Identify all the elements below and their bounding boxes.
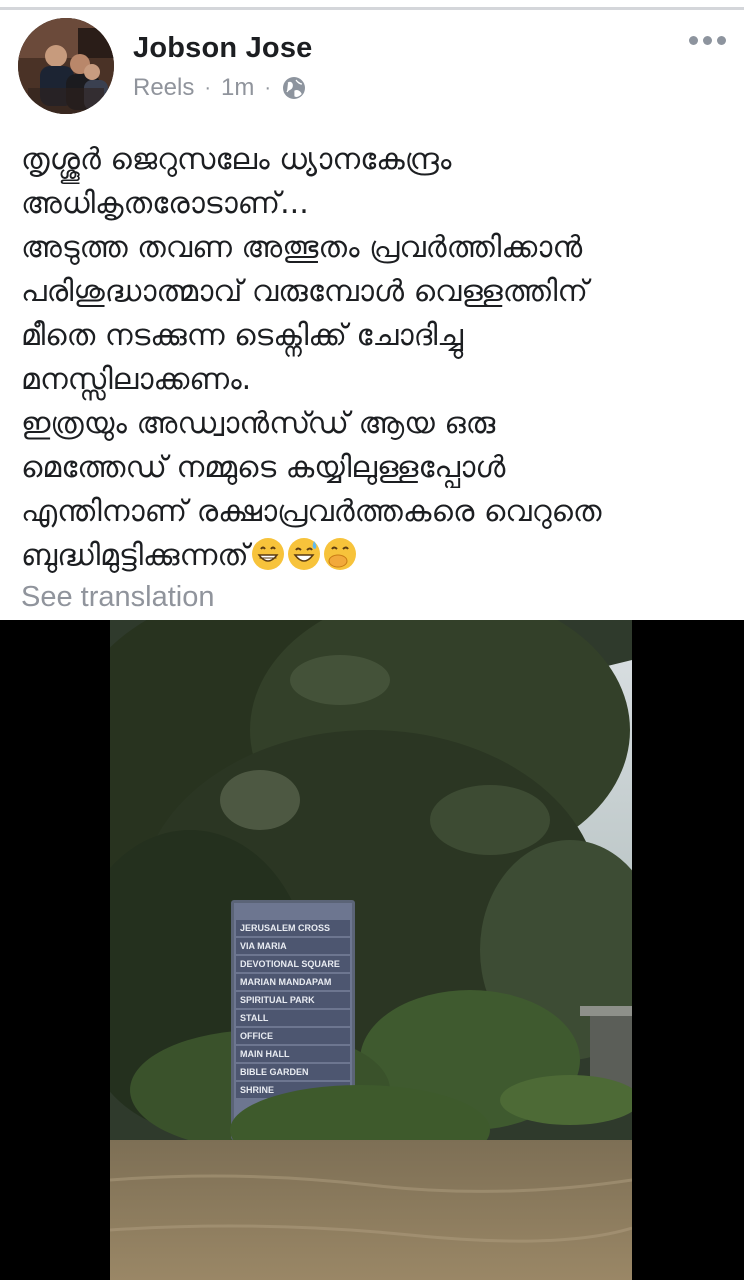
source-label[interactable]: Reels [133,74,195,101]
post-text-line: ഇത്രയും അഡ്വാൻസ്ഡ് ആയ ഒരു [21,406,496,441]
grinning-face-icon [251,537,285,571]
post-text-line: തൃശ്ശൂർ ജെറുസലേം ധ്യാനകേന്ദ്രം [21,142,452,177]
avatar-photo [18,18,114,114]
timestamp[interactable]: 1m [221,74,255,101]
sign-line: MARIAN MANDAPAM [240,977,332,987]
sign-line: OFFICE [240,1031,273,1041]
post-text-line: മനസ്സിലാക്കണം. [21,362,252,397]
meta-separator: · [204,76,212,99]
more-dot-icon [689,36,698,45]
post-text-line-last [21,534,731,578]
post-header [0,10,744,110]
globe-icon [281,75,307,101]
more-dot-icon [717,36,726,45]
video-frame [110,620,632,1280]
post-text-line: എന്തിനാണ് രക്ഷാപ്രവർത്തകരെ വെറുതെ [21,494,602,529]
sign-line: SHRINE [240,1085,275,1095]
more-options-button[interactable] [689,36,726,45]
flooded-signboard-scene [110,620,632,1280]
sign-line: BIBLE GARDEN [240,1067,309,1077]
sign-line: SPIRITUAL PARK [240,995,315,1005]
post-meta [133,74,307,102]
grinning-face-with-sweat-icon [287,537,321,571]
author-name[interactable]: Jobson Jose [133,32,313,64]
post-text-line: അടുത്ത തവണ അത്ഭുതം പ്രവർത്തിക്കാൻ [21,230,583,265]
avatar[interactable] [18,18,114,114]
sign-line: MAIN HALL [240,1049,290,1059]
see-translation-link[interactable]: See translation [21,581,215,613]
post-text-line: മെത്തേഡ് നമ്മുടെ കയ്യിലുള്ളപ്പോൾ [21,450,506,485]
top-divider [0,0,744,10]
post-text-line: ബുദ്ധിമുട്ടിക്കുന്നത് [21,538,249,573]
face-with-hand-over-mouth-icon [323,537,357,571]
sign-line: VIA MARIA [240,941,287,951]
post-text-line: അധികൃതരോടാണ്... [21,186,309,221]
post-text-line: മീതെ നടക്കുന്ന ടെക്നിക്ക് ചോദിച്ചു [21,318,464,353]
post-body [21,138,731,578]
meta-separator-2: · [264,76,272,99]
sign-line: DEVOTIONAL SQUARE [240,959,340,969]
post-text-line: പരിശുദ്ധാത്മാവ് വരുമ്പോൾ വെള്ളത്തിന് [21,274,588,309]
reel-video[interactable] [0,620,744,1280]
more-dot-icon [703,36,712,45]
sign-line: STALL [240,1013,269,1023]
sign-line: JERUSALEM CROSS [240,923,331,933]
